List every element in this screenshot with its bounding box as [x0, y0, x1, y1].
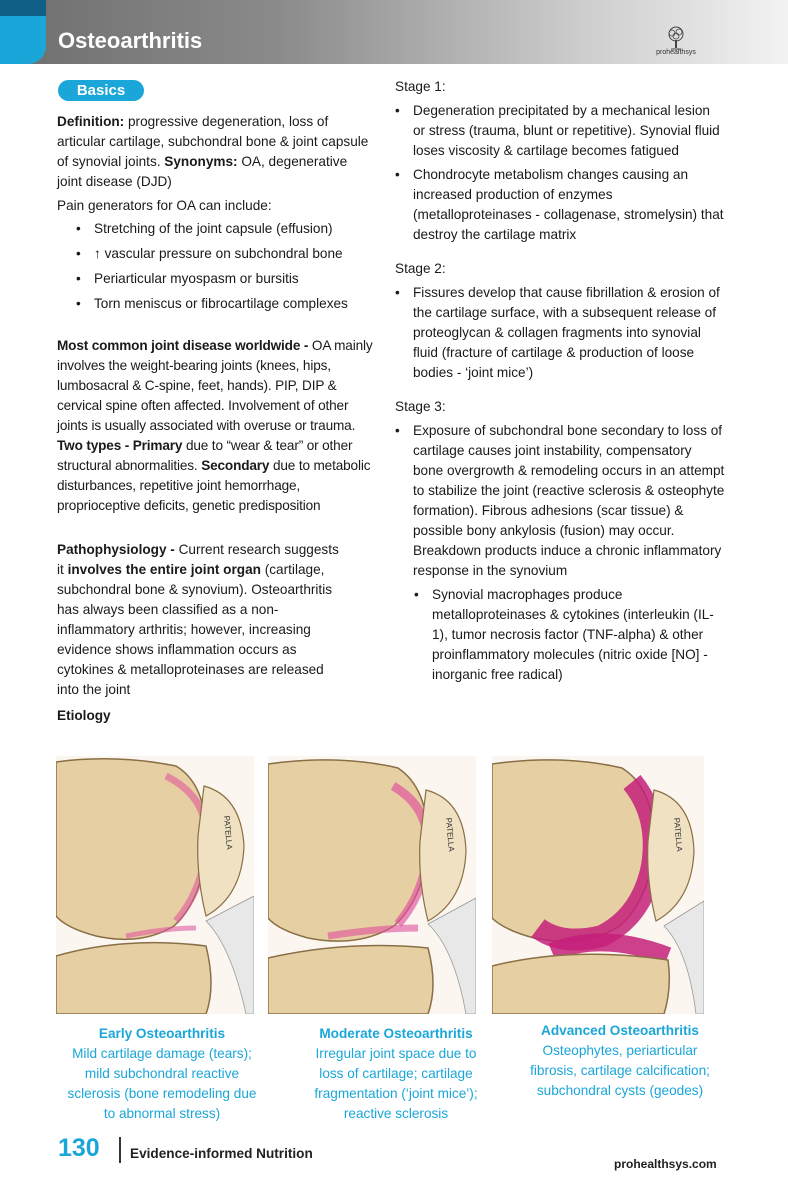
left-column [57, 112, 375, 726]
caption-desc: Osteophytes, periarticular fibrosis, cartilage calcification; subchondral cysts (geodes) [530, 1043, 710, 1098]
header-accent-tab-top [0, 0, 46, 16]
patella-label: PATELLA [444, 817, 456, 852]
common-label: Most common joint disease worldwide - [57, 338, 309, 353]
list-item: • Stretching of the joint capsule (effusion) [76, 221, 333, 236]
secondary-label: Secondary [201, 458, 270, 473]
types-label: Two types - Primary [57, 438, 183, 453]
knee-illustration-early [56, 756, 254, 1014]
page-number: 130 [58, 1134, 100, 1162]
patella-label: PATELLA [222, 815, 234, 850]
footer-divider [119, 1137, 121, 1163]
patho-label: Pathophysiology - [57, 542, 175, 557]
list-item: • Exposure of subchondral bone secondary to loss of cartilage causes joint instability, compensatory bone overgrowth & remodeling occurs in an attempt to stabilize the joint (reactive sclerosis & osteophyte formation). Fibrous adhesions (scar tissue) & possible bony ankylosis (fusion) may occur. Breakdown products induce a chronic inflammatory response in the synovium • Synovial macrophages produce metalloproteinases & cytokines (interleukin (IL-1), tumor necrosis factor (TNF-alpha) & other proinflammatory molecules (nitric oxide [NO] - inorganic free radical) [413, 421, 725, 685]
stage3-sublist [414, 585, 725, 685]
caption-desc: Irregular joint space due to loss of cartilage; cartilage fragmentation (‘joint mice’); reactive sclerosis [314, 1046, 478, 1121]
synonyms-label: Synonyms: [164, 154, 238, 169]
etiology-heading: Etiology [57, 708, 111, 723]
definition-paragraph [57, 112, 375, 192]
list-item: • Torn meniscus or fibrocartilage complexes [76, 296, 348, 311]
page-title: Osteoarthritis [58, 28, 203, 53]
knee-illustration-advanced [492, 756, 704, 1014]
common-disease-paragraph: Most common joint disease worldwide - OA mainly involves the weight-bearing joints (knees, hips, lumbosacral & C-spine, feet, hands). PIP, DIP & cervical spine often affected. Involvement of other joints is usually associated with overuse or trauma. Two types - Primary due to “wear & tear” or other structural abnormalities. Secondary due to metabolic disturbances, repetitive joint hemorrhage, proprioceptive deficits, genetic predisposition [57, 338, 373, 513]
list-item: • ↑ vascular pressure on subchondral bone [76, 246, 343, 261]
stage3-list [395, 421, 725, 685]
figure-caption-advanced [522, 1021, 718, 1101]
knee-illustration-moderate [268, 756, 476, 1014]
stage2-label: Stage 2: [395, 261, 446, 276]
tree-icon [665, 26, 687, 50]
footer-site-link[interactable]: prohealthsys.com [614, 1157, 717, 1171]
synonyms-text: OA, degenerative joint disease (DJD) [57, 154, 348, 189]
logo-text: prohealthsys [656, 49, 696, 56]
list-item: • Fissures develop that cause fibrillation & erosion of the cartilage surface, with a subsequent release of proteoglycan & collagen fragments into synovial fluid (fracture of cartilage & production of loose bodies - ‘joint mice’) [395, 285, 720, 380]
caption-desc: Mild cartilage damage (tears); mild subchondral reactive sclerosis (bone remodeling due to abnormal stress) [67, 1046, 257, 1121]
right-column [395, 77, 725, 685]
stage1-label: Stage 1: [395, 79, 446, 94]
book-title: Evidence-informed Nutrition [130, 1146, 313, 1161]
definition-label: Definition: [57, 114, 125, 129]
pathophysiology-paragraph: Pathophysiology - Current research suggests it involves the entire joint organ (cartilage, subchondral bone & synovium). Osteoarthritis has always been classified as a non-inflammatory arthritis; however, increasing evidence shows inflammation occurs as cytokines & metalloproteinases are released into the joint [57, 542, 339, 697]
figure-caption-early [62, 1024, 262, 1124]
patella-label: PATELLA [672, 817, 684, 852]
caption-title: Early Osteoarthritis [98, 1026, 226, 1041]
stage2-list [395, 283, 725, 383]
definition-text: progressive degeneration, loss of articular cartilage, subchondral bone & joint capsule of synovial joints. [57, 114, 369, 169]
patho-bold: involves the entire joint organ [67, 562, 261, 577]
section-badge: Basics [58, 80, 144, 101]
list-item: • Synovial macrophages produce metalloproteinases & cytokines (interleukin (IL-1), tumor necrosis factor (TNF-alpha) & other proinflammatory molecules (nitric oxide [NO] - inorganic free radical) [414, 587, 714, 682]
list-item: • Chondrocyte metabolism changes causing an increased production of enzymes (metalloproteinases - collagenase, stromelysin) that destroy the cartilage matrix [395, 167, 724, 242]
pain-list [76, 219, 375, 314]
stage1-list [395, 101, 725, 245]
page-header [0, 0, 788, 64]
list-item: • Periarticular myospasm or bursitis [76, 271, 299, 286]
caption-title: Advanced Osteoarthritis [541, 1023, 699, 1038]
figure-caption-moderate [304, 1024, 488, 1124]
stage3-label: Stage 3: [395, 399, 446, 414]
pain-intro: Pain generators for OA can include: [57, 198, 272, 213]
list-item: • Degeneration precipitated by a mechanical lesion or stress (trauma, blunt or repetitive). Synovial fluid loses viscosity & cartilage becomes fatigued [395, 103, 720, 158]
publisher-logo [646, 26, 706, 62]
caption-title: Moderate Osteoarthritis [319, 1026, 473, 1041]
